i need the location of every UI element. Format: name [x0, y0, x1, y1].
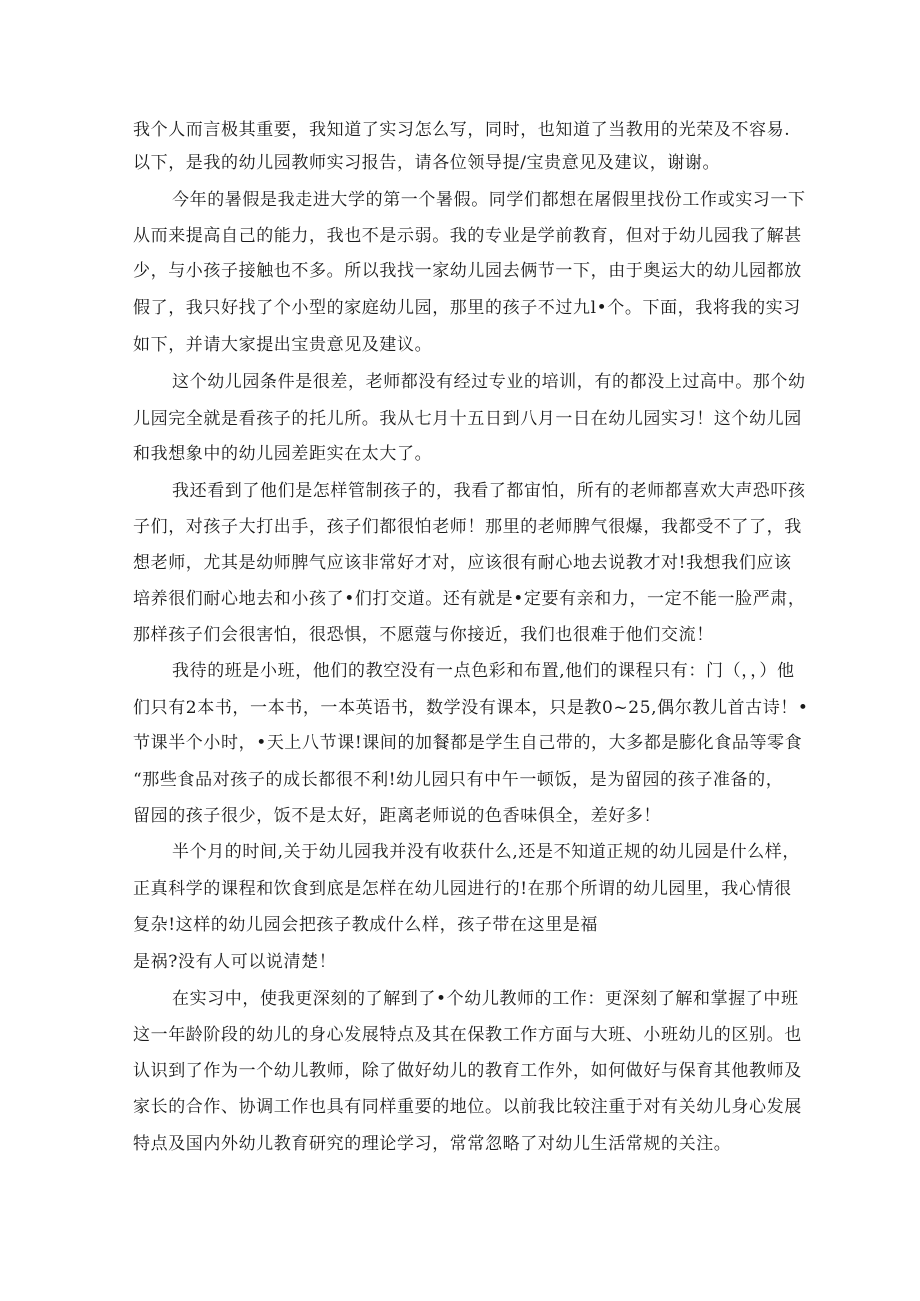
paragraph-line: 我还看到了他们是怎样管制孩子的，我看了都宙怕，所有的老师都喜欢大声恐吓孩	[172, 481, 806, 501]
paragraph-line: 节课半个小时，•天上八节课!课间的加餐都是学生自己带的，大多都是膨化食品等零食	[133, 733, 803, 753]
paragraph-line: 子们，对孩子大打出手，孩子们都很怕老师！那里的老师脾气很爆，我都受不了了，我	[133, 517, 802, 537]
paragraph-line: 少，与小孩子接触也不多。所以我找一家幼儿园去俩节一下，由于奥运大的幼儿园都放	[133, 261, 802, 281]
paragraph-line: 这一年龄阶段的幼儿的身心发展特点及其在保教工作方面与大班、小班幼儿的区别。也	[133, 1025, 802, 1045]
paragraph-line: 在实习中，使我更深刻的了解到了•个幼儿教师的工作：更深刻了解和掌握了中班	[172, 989, 799, 1009]
paragraph-line: 家长的合作、协调工作也具有同样重要的地位。以前我比较注重于对有关幼儿身心发展	[133, 1097, 802, 1117]
paragraph-line: 特点及国内外幼儿教育研究的理论学习，常常忽略了对幼儿生活常规的关注。	[133, 1134, 732, 1154]
paragraph-line: 那样孩子们会很害怕，很恐惧，不愿蔻与你接近，我们也很难于他们交流！	[133, 625, 714, 645]
paragraph-line: 这个幼儿园条件是很差，老师都没有经过专业的培训，有的都没上过高中。那个幼	[172, 372, 806, 392]
paragraph-line: 和我想象中的幼儿园差距实在太大了。	[133, 444, 433, 464]
paragraph-line: 假了，我只好找了个小型的家庭幼儿园，那里的孩子不过九l•个。下面，我将我的实习	[133, 298, 801, 318]
paragraph-line: 从而来提高自己的能力，我也不是示弱。我的专业是学前教育，但对于幼儿园我了解甚	[133, 226, 802, 246]
paragraph-line: 想老师，尤其是幼师脾气应该非常好才对，应该很有耐心地去说教才对!我想我们应该	[133, 553, 792, 573]
paragraph-line: 我待的班是小班，他们的教空没有一点色彩和布置,他们的课程只有：门（，，）他	[172, 661, 795, 681]
paragraph-line: 今年的暑假是我走进大学的第一个暑假。同学们都想在屠假里找份工作或实习一下	[172, 190, 806, 210]
paragraph-line: 培养很们耐心地去和小孩了•们打交道。还有就是•定要有亲和力，一定不能一脸严肃，	[133, 589, 806, 609]
paragraph-line: 是祸?没有人可以说清楚！	[133, 952, 337, 972]
paragraph-line: 正真科学的课程和饮食到底是怎样在幼儿园进行的!在那个所谓的幼儿园里，我心情很	[133, 879, 792, 899]
paragraph-line: 半个月的时间,关于幼儿园我并没有收获什么,还是不知道正规的幼儿园是什么样，	[172, 842, 801, 862]
paragraph-line: 们只有2本书，一本书，一本英语书，数学没有课本，只是教0~25,偶尔教儿首古诗！•	[133, 698, 809, 718]
paragraph-line: 留园的孩子很少，饭不是太好，距离老师说的色香味俱全，差好多！	[133, 806, 661, 826]
paragraph-line: 认识到了作为一个幼儿教师，除了做好幼儿的教育工作外，如何做好与保育其他教师及	[133, 1061, 802, 1081]
paragraph-line: 以下，是我的幼儿园教师实习报告，请各位领导提/宝贵意见及建议，谢谢。	[133, 153, 721, 173]
paragraph-line: 我个人而言极其重要，我知道了实习怎么写，同时，也知道了当教用的光荣及不容易.	[133, 120, 791, 140]
paragraph-line: 如下，并请大家提出宝贵意见及建议。	[133, 335, 433, 355]
paragraph-line: 儿园完全就是看孩子的托儿所。我从七月十五日到八月一日在幼儿园实习！这个幼儿园	[133, 409, 802, 429]
paragraph-line: 复杂!这样的幼儿园会把孩子教成什么样，孩子带在这里是福	[133, 915, 599, 935]
paragraph-line: “那些食品对孩子的成长都很不利!幼儿园只有中午一顿饭，是为留园的孩子准备的，	[133, 770, 784, 790]
